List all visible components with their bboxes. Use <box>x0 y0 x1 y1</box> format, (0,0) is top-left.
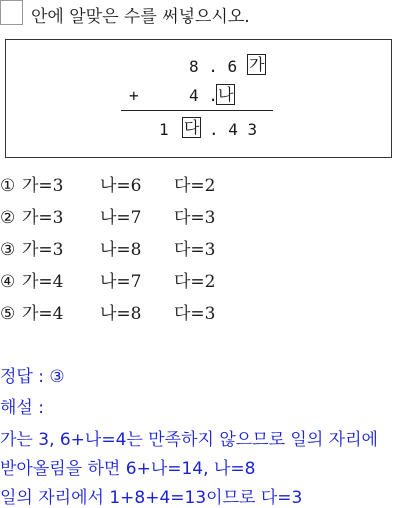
plus-sign: + <box>129 86 139 105</box>
option-number: ③ <box>0 240 16 260</box>
box-ga: 가 <box>249 55 265 74</box>
box-da: 다 <box>184 118 200 137</box>
option-na: 나=7 <box>100 208 142 228</box>
sum-line <box>121 110 273 111</box>
option-da: 다=3 <box>174 304 216 324</box>
row2-digits: 4 . <box>189 86 218 105</box>
explanation-line-2: 받아올림을 하면 6+나=14, 나=8 <box>0 459 256 479</box>
option-ga: 가=3 <box>22 240 64 260</box>
option-ga: 가=4 <box>22 304 64 324</box>
option-ga: 가=3 <box>22 176 64 196</box>
option-da: 다=3 <box>174 240 216 260</box>
option-na: 나=8 <box>100 240 142 260</box>
answer-value: ③ <box>49 367 65 387</box>
row3-lead: 1 <box>159 120 169 139</box>
option-da: 다=2 <box>174 176 216 196</box>
option-da: 다=3 <box>174 208 216 228</box>
explanation-line-3: 일의 자리에서 1+8+4=13이므로 다=3 <box>0 488 303 508</box>
option-4[interactable] <box>0 267 215 292</box>
question-title: 안에 알맞은 수를 써넣으시오. <box>31 7 250 27</box>
option-na: 나=6 <box>100 176 142 196</box>
answer-label: 정답 : <box>0 367 50 387</box>
option-5[interactable] <box>0 299 215 324</box>
answer-line <box>0 362 65 387</box>
box-na: 나 <box>218 85 234 104</box>
answer-input-box[interactable] <box>0 0 23 25</box>
option-number: ① <box>0 176 16 196</box>
option-ga: 가=3 <box>22 208 64 228</box>
problem-box <box>5 39 392 158</box>
row1-digits: 8 . 6 <box>189 57 238 76</box>
option-na: 나=8 <box>100 304 142 324</box>
option-ga: 가=4 <box>22 272 64 292</box>
option-3[interactable] <box>0 235 215 260</box>
row3-tail: . 4 3 <box>209 120 258 139</box>
option-da: 다=2 <box>174 272 216 292</box>
option-number: ⑤ <box>0 304 16 324</box>
explanation-label: 해설 : <box>0 398 44 418</box>
option-1[interactable] <box>0 171 215 196</box>
explanation-line-1: 가는 3, 6+나=4는 만족하지 않으므로 일의 자리에 <box>0 430 378 450</box>
option-number: ② <box>0 208 16 228</box>
option-2[interactable] <box>0 203 215 228</box>
option-number: ④ <box>0 272 16 292</box>
option-na: 나=7 <box>100 272 142 292</box>
